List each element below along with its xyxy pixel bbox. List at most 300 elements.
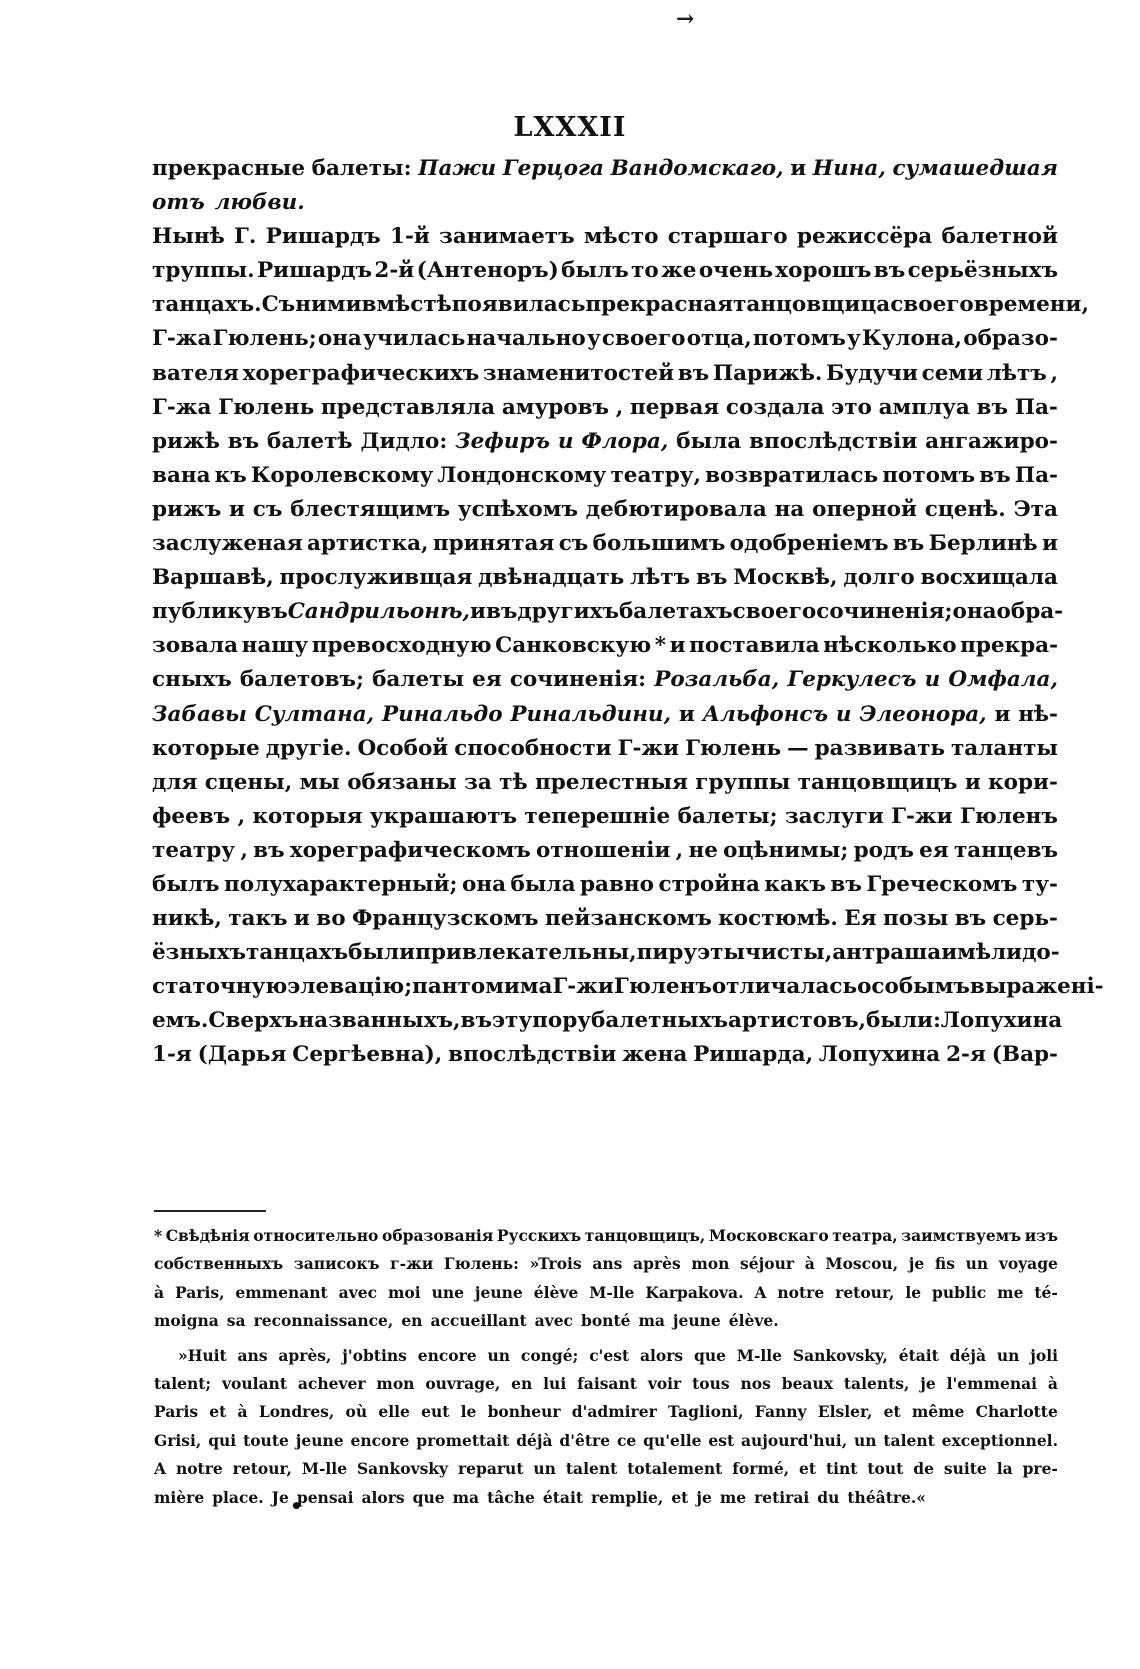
footnote-word: à (154, 1282, 165, 1302)
word: хорегрaфическихъ (242, 360, 480, 386)
word: Г-жа (152, 394, 212, 420)
word: долго (843, 565, 915, 591)
footnote-word: et (671, 1487, 689, 1507)
footnote-word: mon (691, 1254, 730, 1274)
italic-word: любви. (214, 190, 305, 216)
footnote-word: totalement (627, 1459, 723, 1479)
word: старшаго (667, 224, 788, 250)
footnote-word: nos (740, 1373, 771, 1393)
footnote-word: achever (297, 1373, 366, 1393)
word: своего (890, 292, 974, 318)
word: съ (558, 531, 589, 557)
text-line (152, 463, 1058, 497)
word: Сверхъ (208, 1008, 299, 1034)
footnote-word: Fanny (754, 1402, 807, 1422)
word: создала (725, 394, 825, 420)
footnote-word: M-lle (301, 1459, 348, 1479)
text-line (152, 361, 1058, 395)
word: въ (979, 462, 1011, 488)
footnote-word: reparut (457, 1459, 524, 1479)
word: она (952, 599, 997, 625)
word: въ (485, 599, 518, 625)
footnote-word: elle (378, 1402, 410, 1422)
word: равно (580, 871, 654, 897)
footnote-word: l'emmenai (946, 1373, 1038, 1393)
word: дебютировала (585, 496, 767, 522)
word: теперешніе (524, 803, 671, 829)
word: балетныхъ (591, 1008, 729, 1034)
word: Г-жи (552, 974, 614, 1000)
word: жена (622, 1042, 688, 1068)
footnote-word: après (633, 1254, 681, 1274)
italic-word: Розальба, (654, 667, 780, 693)
word: и (790, 156, 807, 181)
word: появилась (451, 292, 586, 318)
word: пейзанскомъ (544, 906, 712, 932)
footnote-word: lui (543, 1373, 567, 1393)
word: имѣли (941, 940, 1023, 966)
footnote-word: j'obtins (342, 1345, 407, 1365)
word: Ея (844, 906, 877, 932)
footnote-word: alors (639, 1345, 684, 1365)
footnote-word: Свѣдѣнія (165, 1226, 250, 1245)
text-line (152, 770, 1058, 804)
word: прекрасные (152, 156, 305, 181)
footnote-word: je (696, 1487, 712, 1507)
word: феевъ (152, 803, 231, 829)
italic-word: Ринальдо (381, 701, 503, 727)
footnote-word: Paris (154, 1402, 199, 1422)
footnote-word: Русскихъ (496, 1226, 582, 1245)
footnote-word: un (853, 1430, 877, 1450)
word: обязаны (347, 769, 457, 795)
footnote-word: относительно (253, 1226, 379, 1245)
word: балеты (372, 667, 465, 693)
footnote-word: Elsler, (817, 1402, 873, 1422)
word: выраженi- (969, 974, 1104, 1000)
word: времени, (973, 292, 1089, 318)
word: Лопухина (940, 1008, 1063, 1034)
footnote-word: Moscou, (825, 1254, 899, 1274)
word: Съ (261, 292, 296, 318)
italic-word: и (557, 428, 574, 454)
italic-word: Ринальдини, (510, 701, 672, 727)
footnote-word: Гюлень: (443, 1254, 519, 1274)
word: полухарактерный; (224, 871, 458, 897)
footnote-word: tint (825, 1459, 858, 1479)
word: былъ (561, 258, 629, 284)
word: серь- (992, 906, 1058, 932)
word: одобреніемъ (729, 531, 889, 557)
word: привлекательны, (415, 940, 637, 966)
word: Г. (234, 224, 257, 250)
footnote-word: talent; (154, 1373, 212, 1393)
footnote-word: Московскаго (708, 1226, 829, 1245)
text-line (152, 838, 1058, 872)
footnote-word: г-жи (390, 1254, 434, 1274)
footnote-word: beaux (781, 1373, 833, 1393)
word: ея (472, 667, 502, 693)
word: балетовъ; (239, 667, 364, 693)
word: въ (256, 599, 288, 625)
word: элевацію; (287, 974, 413, 1000)
word: танцевъ (953, 837, 1058, 863)
word: въ (830, 871, 862, 897)
word: лѣтъ (630, 565, 691, 591)
footnote-word: à (237, 1402, 248, 1422)
footnote-word: congé; (520, 1345, 579, 1365)
footnote-word: remplie, (591, 1487, 664, 1507)
word: Дидло: (360, 428, 448, 454)
footnote-word: tout (867, 1459, 904, 1479)
footnote-word: après, (278, 1345, 332, 1365)
italic-word: Забавы (152, 701, 247, 727)
word: публику (152, 599, 257, 625)
word: до- (1022, 940, 1060, 966)
word: отношеніи (536, 837, 671, 863)
footnote-word: déjà (516, 1430, 553, 1450)
footnote-word: notre (777, 1282, 825, 1302)
word: другихъ (517, 599, 619, 625)
word: сценѣ. (924, 496, 1006, 522)
word: заслуженая (152, 531, 303, 557)
footnote-word: fis (934, 1254, 955, 1274)
word: двѣнадцать (478, 565, 625, 591)
word: , (240, 837, 248, 863)
word: * (654, 633, 667, 659)
word: артистка, (306, 531, 429, 557)
italic-word: и (835, 701, 852, 727)
word: амплуа (878, 394, 970, 420)
word: сцены, (204, 769, 293, 795)
word: она (317, 326, 362, 352)
footnote-word: je (908, 1254, 925, 1274)
word: не (688, 837, 718, 863)
word: сныхъ (152, 667, 232, 693)
text-line (152, 326, 1058, 360)
word: въ (677, 360, 710, 386)
text-line (152, 565, 1058, 599)
word: Греческомъ (866, 871, 1018, 897)
footnote-word: talents, (843, 1373, 910, 1393)
footnote-word: reconnaissance, (253, 1311, 394, 1331)
footnote-word: M-lle (589, 1282, 635, 1302)
word: танцахъ (246, 940, 349, 966)
word: названныхъ, (298, 1008, 461, 1034)
word: которые (152, 735, 260, 761)
word: и (669, 633, 686, 659)
word: прослуживщая (279, 565, 473, 591)
footnote-word: ans (592, 1254, 623, 1274)
text-line (152, 156, 1058, 190)
word: то (631, 258, 659, 284)
word: въ (460, 1008, 492, 1034)
word: нѣ- (1018, 701, 1058, 727)
footnote-word: retour, (232, 1459, 292, 1479)
word: былъ (152, 871, 220, 897)
word: , (237, 803, 246, 829)
word: потомъ (752, 326, 846, 352)
footnote-word: sa (226, 1311, 246, 1331)
word: артистовъ, (728, 1008, 866, 1034)
word: занимаетъ (439, 224, 575, 250)
word: 2-й (374, 258, 415, 284)
word: Будучи (826, 360, 918, 386)
word: Па- (1014, 394, 1058, 420)
text-line (152, 736, 1058, 770)
footnote-word: talent (883, 1430, 935, 1450)
word: поставила (689, 633, 820, 659)
footnote-word: jeune (672, 1311, 721, 1331)
word: пантомима (412, 974, 553, 1000)
footnote-word: et (883, 1402, 901, 1422)
footnote-word: pensai (296, 1487, 354, 1507)
footnote-word: jeune (474, 1282, 523, 1302)
word: режиссёра (796, 224, 933, 250)
word: антраша (832, 940, 942, 966)
word: труппы. (152, 258, 255, 284)
word: балеты: (311, 156, 412, 181)
word: же (661, 258, 697, 284)
word: Королевскому (250, 462, 434, 488)
footnote-word: suite (943, 1459, 987, 1479)
word: прекра- (960, 633, 1058, 659)
text-line (152, 667, 1058, 701)
footnote-word: retirai (754, 1487, 810, 1507)
word: рижъ (152, 496, 222, 522)
top-ink-mark: → (676, 6, 695, 32)
word: чисты, (745, 940, 833, 966)
word: ту- (1021, 871, 1058, 897)
word: прекрасная (585, 292, 734, 318)
footnote-word: ans (237, 1345, 268, 1365)
footnote-word: ma (638, 1311, 665, 1331)
word: Г-жи (891, 803, 953, 829)
word: которыя (252, 803, 363, 829)
footnote-word: encore (417, 1345, 477, 1365)
footnote-word: encore (350, 1430, 410, 1450)
footnote-word: avec (338, 1282, 378, 1302)
footnote-word: en (401, 1311, 423, 1331)
word: сочиненія: (509, 667, 647, 693)
footnote-word: un (996, 1345, 1020, 1365)
word: въ (892, 531, 925, 557)
word: начально (466, 326, 586, 352)
word: балетахъ (618, 599, 733, 625)
italic-word: Сандрильонѣ, (287, 599, 471, 625)
word: ними (295, 292, 362, 318)
word: (Антеноръ) (416, 258, 559, 284)
text-line (152, 531, 1058, 565)
word: съ (252, 496, 283, 522)
word: развивать (814, 735, 945, 761)
word: эту (491, 1008, 533, 1034)
text-line (152, 940, 1058, 974)
footnote-word: me (719, 1487, 747, 1507)
word: нашу (241, 633, 309, 659)
word: Особой (357, 735, 449, 761)
word: очень (698, 258, 773, 284)
footnote-word: tous (692, 1373, 730, 1393)
footnote-word: mon (376, 1373, 415, 1393)
word: танцовщица (733, 292, 891, 318)
footnote-word: notre (175, 1459, 223, 1479)
word: блестящимъ (290, 496, 451, 522)
word: Кулона, (862, 326, 963, 352)
word: (Дарья (197, 1042, 287, 1068)
word: балеты; (677, 803, 778, 829)
word: на (774, 496, 805, 522)
word: своего (601, 326, 686, 352)
text-line (152, 906, 1058, 940)
footnote-word: que (412, 1487, 445, 1507)
word: за (464, 769, 492, 795)
word: прелестныя (535, 769, 688, 795)
text-line (152, 497, 1058, 531)
footnote-word: Sankovsky (356, 1459, 449, 1479)
footnote-word: театра, (832, 1226, 898, 1245)
footnote-word: voulant (222, 1373, 287, 1393)
footnote-word: était (542, 1487, 583, 1507)
footnote-word: Sankovsky, (792, 1345, 888, 1365)
word: зовала (152, 633, 239, 659)
italic-word: Султана, (254, 701, 375, 727)
text-line (152, 292, 1089, 326)
word: Варшавѣ, (152, 565, 274, 591)
word: вателя (152, 360, 239, 386)
word: Ришардъ (257, 258, 373, 284)
footnote-word: tâche (487, 1487, 535, 1507)
footnote-word: le (905, 1282, 922, 1302)
footnote-word: voyage (998, 1254, 1058, 1274)
footnote-word: té- (1034, 1282, 1058, 1302)
footnote-line (154, 1346, 1058, 1374)
footnote-word: M-lle (736, 1345, 783, 1365)
word: вана (152, 462, 211, 488)
footnote-word: Taglioni, (667, 1402, 744, 1422)
footnote-word: Je (271, 1487, 289, 1507)
word: потомъ (882, 462, 976, 488)
word: Лопухина (818, 1042, 941, 1068)
footnote-word: que (693, 1345, 726, 1365)
footnote-word: voir (647, 1373, 682, 1393)
footnote-word: A (154, 1459, 167, 1479)
text-line (152, 974, 1104, 1008)
word: 1-й (389, 224, 430, 250)
footnote-word: toute (243, 1430, 289, 1450)
word: 1-я (152, 1042, 192, 1068)
word: Парижѣ. (712, 360, 823, 386)
word: образо- (963, 326, 1058, 352)
italic-word: Альфонсъ (702, 701, 829, 727)
word: и (678, 701, 695, 727)
footnote-word: le (460, 1402, 477, 1422)
word: Гюлень; (212, 326, 317, 352)
word: Эта (1013, 496, 1058, 522)
word: танцовщицъ (797, 769, 958, 795)
word: отца, (686, 326, 752, 352)
text-line (152, 599, 1064, 633)
word: балетѣ (267, 428, 353, 454)
footnote-word: formé, (732, 1459, 790, 1479)
footnote-word: une (431, 1282, 464, 1302)
word: знаменитостей (482, 360, 675, 386)
footnote-word: записокъ (293, 1254, 380, 1274)
italic-word: Нина, (812, 156, 886, 181)
word: театру (152, 837, 236, 863)
footnote-word: qui (208, 1430, 237, 1450)
word: превосходную (311, 633, 492, 659)
footnote-word: et (799, 1459, 817, 1479)
word: другіе. (265, 735, 352, 761)
footnote-word: d'être (559, 1430, 611, 1450)
word: были (348, 940, 416, 966)
word: ея (919, 837, 949, 863)
word: и (229, 496, 245, 522)
text-line (152, 395, 1058, 429)
text-line (152, 224, 1058, 258)
word: Ришардъ (265, 224, 381, 250)
footnote-word: un (487, 1345, 511, 1365)
word: Французскомъ (351, 906, 539, 932)
page-number: LXXXII (513, 112, 627, 143)
footnote-line (154, 1283, 1058, 1311)
word: украшаютъ (369, 803, 518, 829)
body-text (152, 156, 1104, 1077)
text-line (152, 702, 1058, 736)
word: костюмѣ. (718, 906, 838, 932)
footnote-word: ma (452, 1487, 480, 1507)
word: Гюлень (685, 735, 782, 761)
footnote-word: déjà (949, 1345, 987, 1365)
footnote-line (154, 1459, 1058, 1487)
word: группы (695, 769, 791, 795)
word: Лондонскому (437, 462, 607, 488)
italic-word: и (924, 667, 941, 693)
italic-word: Элеонора, (859, 701, 987, 727)
footnote-word: eut (421, 1402, 450, 1422)
text-line (152, 872, 1058, 906)
word: впослѣдствіи (448, 1042, 617, 1068)
footnote-line (154, 1431, 1058, 1459)
footnote-word: la (996, 1459, 1013, 1479)
text-line (152, 1008, 1063, 1042)
footnote-word: »Huit (178, 1345, 227, 1365)
word: впослѣдствіи (749, 428, 918, 454)
footnote-word: un (965, 1254, 989, 1274)
word: оцѣнимы; (723, 837, 849, 863)
word: никѣ, (152, 906, 222, 932)
word: въ (873, 258, 906, 284)
word: ангажиро- (925, 428, 1058, 454)
footnote-word: »Trois (529, 1254, 582, 1274)
footnote-word: était (898, 1345, 939, 1365)
word: танцахъ. (152, 292, 262, 318)
footnote-word: retour, (835, 1282, 895, 1302)
italic-word: Вандомскаго, (610, 156, 784, 181)
word: и (293, 906, 310, 932)
word: статочную (152, 974, 288, 1000)
word: къ (214, 462, 247, 488)
word: родъ (853, 837, 914, 863)
footnote-word: aujourd'hui, (740, 1430, 848, 1450)
word: балетной (941, 224, 1058, 250)
text-line (152, 633, 1058, 667)
word: во (316, 906, 346, 932)
word: стройна (658, 871, 760, 897)
italic-word: отъ (152, 190, 205, 216)
footnote-word: où (345, 1402, 368, 1422)
